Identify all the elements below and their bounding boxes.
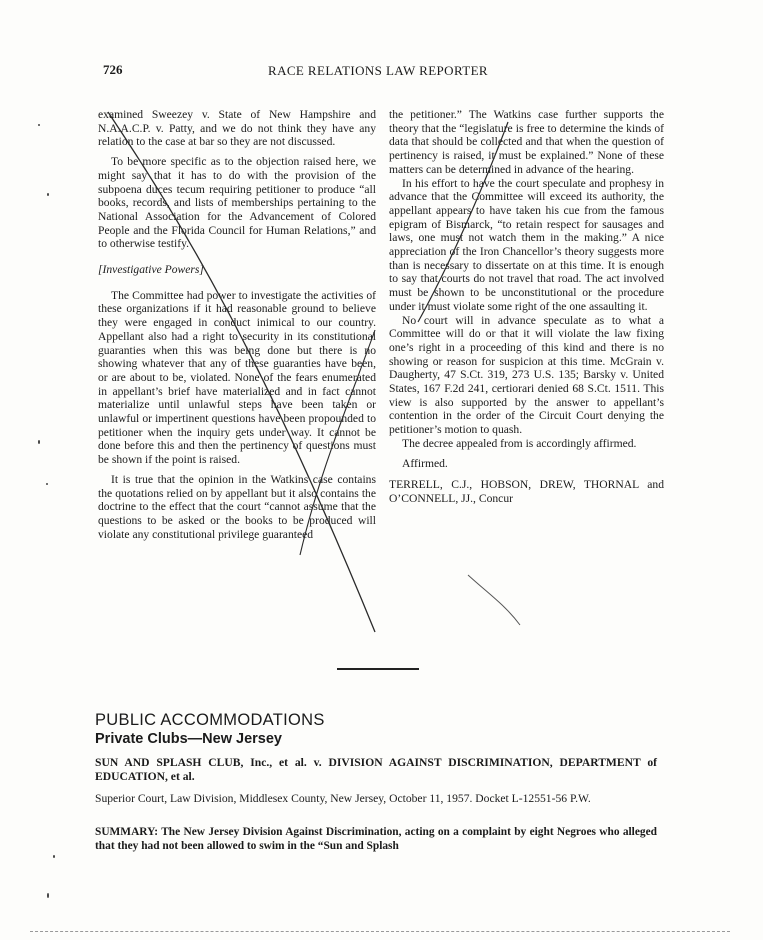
scan-speck [47,893,49,898]
right-paragraph-1: the petitioner.” The Watkins case further supports the theory that the “legislature is free to determine the kinds of data that should be collected and that when the question of pertinency is raised, it must be explained.” None of these matters can be determined in advance of the hearing. [389,108,664,176]
running-title: RACE RELATIONS LAW REPORTER [268,63,488,78]
affirmed-line: Affirmed. [402,456,448,470]
section-divider-rule [337,668,419,670]
left-paragraph-1: examined Sweezey v. State of New Hampshire and N.A.A.C.P. v. Patty, and we do not think they have any relation to the case at bar so they are not discussed. [98,108,376,149]
scan-speck [38,124,40,126]
judges-line: TERRELL, C.J., HOBSON, DREW, THORNAL and O’CONNELL, JJ., Concur [389,478,664,505]
left-paragraph-3: The Committee had power to investigate the activities of these organizations if it had reasonable ground to believe they were engaged in conduct inimical to our country. Appellant also had a right to security in its constitutional guaranties when this was being done but there is no showing whatever that any of these guaranties have been, or are about to be, violated. None of the fears enumerated in appellant’s brief have materialized and in fact cannot materialize until unlawful steps have been taken or unlawful or impertinent questions have been propounded to petitioner when the inquiry gets under way. It cannot be done before this and then the pertinency of questions must be shown if the point is raised. [98,288,376,467]
left-column [98,108,376,541]
court-info: Superior Court, Law Division, Middlesex County, New Jersey, October 11, 1957. Docket L-12551-56 P.W. [95,792,591,805]
case-title: SUN AND SPLASH CLUB, Inc., et al. v. DIVISION AGAINST DISCRIMINATION, DEPARTMENT of EDUCATION, et al. [95,756,657,783]
section-subheading: Private Clubs—New Jersey [95,731,282,747]
scan-edge-line [30,931,730,932]
summary-text: SUMMARY: The New Jersey Division Against Discrimination, acting on a complaint by eight Negroes who alleged that they had not been allowed to swim in the “Sun and Splash [95,826,657,852]
right-column [389,108,664,506]
right-paragraph-3: No court will in advance speculate as to what a Committee will do or that it will violate the law fixing one’s right in a proceeding of this kind and there is no showing or reason for suspicion at this time. McGrain v. Daugherty, 47 S.Ct. 319, 273 U.S. 135; Barsky v. United States, 167 F.2d 241, certiorari denied 68 S.Ct. 1511. This view is also supported by the answer to appellant’s contention in the order of the Circuit Court denying the petitioner’s motion to quash. [389,313,664,437]
section-heading-investigative-powers: [Investigative Powers] [98,263,204,277]
scan-speck [47,193,49,196]
left-paragraph-4: It is true that the opinion in the Watkins case contains the quotations relied on by appellant but it also contains the doctrine to the effect that the court “cannot assume that the questions to be asked or the books to be produced will violate any constitutional privilege guaranteed [98,472,376,541]
section-heading: PUBLIC ACCOMMODATIONS [95,711,325,729]
scan-speck [53,855,55,858]
right-paragraph-4: The decree appealed from is accordingly affirmed. [402,436,637,450]
right-paragraph-2: In his effort to have the court speculate and prophesy in advance that the Committee will exceed its authority, the appellant appears to have taken his cue from the famous epigram of Bismarck, “to retain respect for sausages and laws, one must not watch them in the making.” A nice appreciation of the Iron Chancellor’s theory suggests more than is necessary to dissertate on at this time. It is enough to say that courts do not travel that road. The act involved must be shown to be unconstitutional or the procedure under it must violate some right of the one assaulting it. [389,176,664,313]
page-number: 726 [103,62,123,77]
scan-speck [46,483,48,485]
scan-speck [38,440,40,444]
left-paragraph-2: To be more specific as to the objection raised here, we might say that it has to do with the provision of the subpoena duces tecum requiring petitioner to produce “all books, records, and lists of memberships pertaining to the National Association for the Advancement of Colored People and the Florida Council for Human Relations,” and to otherwise testify. [98,155,376,251]
